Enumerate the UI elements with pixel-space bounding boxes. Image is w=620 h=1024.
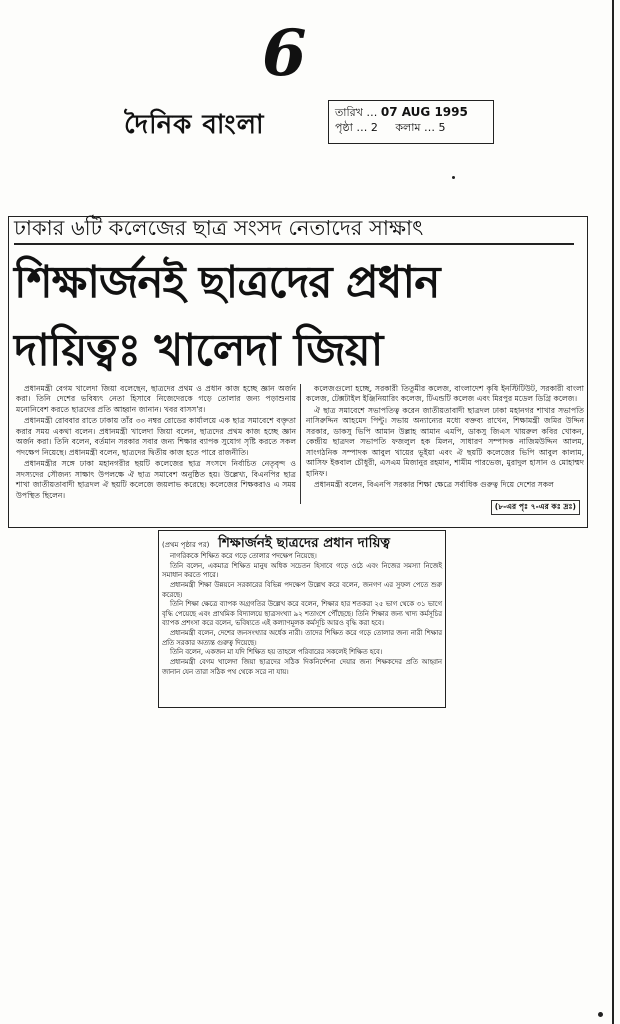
continuation-body bbox=[162, 552, 442, 677]
date-value: 07 AUG 1995 bbox=[380, 105, 468, 119]
continuation-paragraph: নাগরিককে শিক্ষিত করে গড়ে তোলার পদক্ষেপ নিয়েছে। bbox=[170, 552, 317, 560]
column-divider bbox=[300, 384, 301, 504]
right-paragraph: কলেজগুলো হচ্ছে, সরকারী তিতুমীর কলেজ, বাংলাদেশ কৃষি ইনস্টিটিউট, সরকারী বাংলা কলেজ, টেক্সটাইল ইঞ্জিনিয়ারিং কলেজ, টিএন্ডটি কলেজ এবং মিরপুর মডেল ডিগ্রি কলেজ। bbox=[306, 384, 584, 404]
headline-line-1: শিক্ষার্জনই ছাত্রদের প্রধান bbox=[14, 257, 440, 308]
continuation-paragraph: তিনি বলেন, একমাত্র শিক্ষিত মানুষ অধিক সচেতন হিসাবে গড়ে ওঠে এবং নিজের সমস্যা নিজেই সমাধান করতে পারে। bbox=[162, 561, 442, 580]
scan-speck bbox=[598, 1012, 603, 1017]
scan-edge-line bbox=[612, 0, 614, 1024]
page-label: পৃষ্ঠা bbox=[335, 120, 353, 134]
continued-label: (৮-এর পৃঃ ৭-এর কঃ দ্রঃ) bbox=[491, 500, 580, 515]
right-paragraph: প্রধানমন্ত্রী বলেন, বিএনপি সরকার শিক্ষা ক্ষেত্রে সর্বাধিক গুরুত্ব দিয়ে দেশের সকল bbox=[314, 480, 554, 490]
article-right-column bbox=[306, 384, 584, 492]
right-paragraph: ঐ ছাত্র সমাবেশে সভাপতিত্ব করেন জাতীয়তাবাদী ছাত্রদল ঢাকা মহানগর শাখার সভাপতি নাসিরুদ্দিন আহমেদ পিন্টু। সভায় অন্যান্যের মধ্যে বক্তব্য রাখেন, শিক্ষামন্ত্রী জমির উদ্দিন সরকার, ডাকসু ভিপি আমান উল্লাহ আমান এমপি, ডাকসু জিএস খায়রুল কবির খোকন, কেন্দ্রীয় ছাত্রদল সভাপতি ফজলুল হক মিলন, সাধারণ সম্পাদক নাজিমউদ্দিন আলম, সাংগঠনিক সম্পাদক আবুল খায়ের ভূইয়া এবং ঐ ছয়টি কলেজের ভিপি আবুল কালাম, আসিফ ইকবাল চৌধুরী, এসএম মিজানুর রহমান, শামীম পারভেজ, মুরাদুল হাসান ও মোহাম্মদ হানিফ। bbox=[306, 405, 584, 478]
article-kicker: ঢাকার ৬টি কলেজের ছাত্র সংসদ নেতাদের সাক্ষাৎ bbox=[14, 216, 574, 245]
page-value: 2 bbox=[370, 120, 378, 134]
continuation-paragraph: প্রধানমন্ত্রী বলেন, দেশের জনসংখ্যার অর্ধেক নারী। তাদের শিক্ষিত করে গড়ে তোলার জন্য নারী শিক্ষার প্রতি সরকার অত্যন্ত গুরুত্ব দিয়েছে। bbox=[162, 629, 442, 647]
handwritten-page-number: 6 bbox=[262, 16, 307, 91]
left-paragraph: প্রধানমন্ত্রীর সঙ্গে ঢাকা মহানগরীর ছয়টি কলেজের ছাত্র সংসদে নির্বাচিত নেতৃবৃন্দ ও সদস্যদের সৌজন্য সাক্ষাৎ উপলক্ষে ঐ ছাত্র সমাবেশ অনুষ্ঠিত হয়। উল্লেখ্য, বিএনপির ছাত্র শাখা জাতীয়তাবাদী ছাত্রদল ঐ ছয়টি কলেজে জয়লাভ করেছে। কলেজের শিক্ষকরাও এ সময় উপস্থিত ছিলেন। bbox=[16, 459, 296, 500]
article-left-column bbox=[16, 384, 296, 502]
left-paragraph: প্রধানমন্ত্রী রোববার রাতে ঢাকায় তাঁর ৩৩ নম্বর রোডের কার্যালয়ে এক ছাত্র সমাবেশে বক্তৃতা করার সময় একথা বলেন। প্রধানমন্ত্রী খালেদা জিয়া বলেন, ছাত্রদের প্রথম কাজ হচ্ছে জ্ঞান অর্জন করা। তিনি বলেন, বর্তমান সরকার সবার জন্য শিক্ষার ব্যাপক সুযোগ সৃষ্টি করতে সকল পদক্ষেপ নিয়েছে। প্রধানমন্ত্রী বলেন, ছাত্রদের দ্বিতীয় কাজ হতে পারে রাজনীতি। bbox=[16, 416, 296, 457]
newspaper-name: দৈনিক বাংলা bbox=[124, 110, 265, 140]
continuation-paragraph: তিনি বলেন, একজন মা যদি শিক্ষিত হয় তাহলে পরিবারের সকলেই শিক্ষিত হবে। bbox=[170, 648, 383, 657]
continuation-prefix: (প্রথম পৃষ্ঠার পর) bbox=[162, 541, 210, 549]
continuation-paragraph: তিনি শিক্ষা ক্ষেত্রে ব্যাপক অগ্রগতির উল্লেখ করে বলেন, শিক্ষার হার শতকরা ২৫ ভাগ থেকে ৩১ ভাগে বৃদ্ধি পেয়েছে এবং প্রাথমিক বিদ্যালয়ে ছাত্রসংখ্যা ৯২ শতাংশে পৌঁছেছে। তিনি শিক্ষার জন্য খাদ্য কর্মসূচির ব্যাপক প্রশংসা করে বলেন, ভবিষ্যতে এই কল্যাণমূলক কর্মসূচি আরও বৃদ্ধি করা হবে। bbox=[162, 600, 442, 628]
date-stamp: তারিখ … 07 AUG 1995 পৃষ্ঠা … 2 কলাম … 5 bbox=[328, 100, 494, 144]
left-paragraph: প্রধানমন্ত্রী বেগম খালেদা জিয়া বলেছেন, ছাত্রদের প্রথম ও প্রধান কাজ হচ্ছে জ্ঞান অর্জন করা। তিনি দেশের ভবিষ্যৎ নেতা হিসাবে নিজেদেরকে গড়ে তোলার জন্য পড়াশুনায় মনোনিবেশ করতে ছাত্রদের প্রতি আহ্বান জানান। খবর বাসস'র। bbox=[16, 384, 296, 414]
continuation-paragraph: প্রধানমন্ত্রী বেগম খালেদা জিয়া ছাত্রদের সঠিক দিকনির্দেশনা দেয়ার জন্য শিক্ষকদের প্রতি আহ্বান জানান যেন তারা সঠিক পথ থেকে সরে না যায়। bbox=[162, 658, 442, 676]
column-label: কলাম bbox=[395, 120, 421, 134]
headline-line-2: দায়িত্বঃ খালেদা জিয়া bbox=[14, 325, 383, 376]
continuation-title: শিক্ষার্জনই ছাত্রদের প্রধান দায়িত্ব bbox=[218, 535, 391, 551]
date-label: তারিখ bbox=[335, 106, 363, 119]
column-value: 5 bbox=[438, 120, 446, 134]
continuation-paragraph: প্রধানমন্ত্রী শিক্ষা উন্নয়নে সরকারের বিভিন্ন পদক্ষেপ উল্লেখ করে বলেন, জনগণ এর সুফল পেতে শুরু করেছে। bbox=[162, 580, 442, 599]
scan-speck bbox=[452, 176, 455, 179]
